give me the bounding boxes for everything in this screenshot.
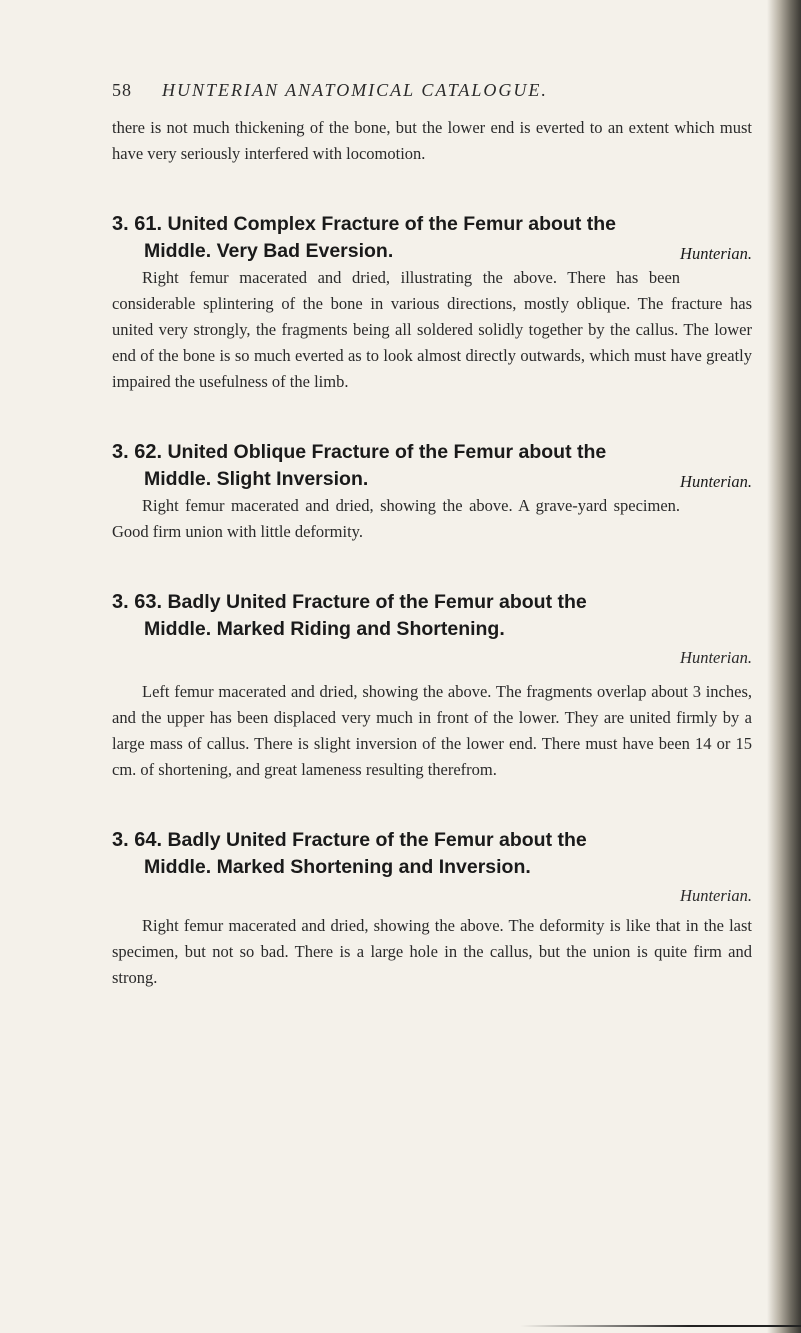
entry-body: Right femur macerated and dried, illustrating the above. There has been considerable splintering of the bone in various directions, mostly oblique. The fracture has united very strongly, the fragments being all soldered solidly together by the callus. The lower end of the bone is so much everted as to look almost directly outwards, which must have greatly impaired the usefulness of the limb. [112,268,752,391]
catalogue-entry [112,439,752,545]
catalogue-entry [112,211,752,395]
entry-heading [112,211,752,265]
entry-collection: Hunterian. [680,244,752,263]
entry-heading-line2: Middle. Very Bad Eversion. [144,240,394,262]
entry-body: Left femur macerated and dried, showing the above. The fragments overlap about 3 inches, and the upper has been displaced very much in front of the lower. They are united firmly by a large mass of callus. There is slight inversion of the lower end. There must have been 14 or 15 cm. of shortening, and great lameness resulting therefrom. [112,682,752,779]
catalogue-entry [112,589,752,783]
running-header [112,80,752,101]
entry-number: 3. 62. [112,441,163,463]
entry-number: 3. 61. [112,213,163,235]
page-bottom-rule [520,1325,801,1327]
entry-heading-line2: Middle. Marked Shortening and Inversion. [144,856,531,878]
entry-heading [112,439,752,493]
entry-heading-line2: Middle. Marked Riding and Shortening. [144,618,505,640]
entry-heading-line1: United Complex Fracture of the Femur about the [167,213,617,235]
entry-heading-line2: Middle. Slight Inversion. [144,468,369,490]
entry-heading-line1: Badly United Fracture of the Femur about the [167,829,587,851]
entry-body: Right femur macerated and dried, showing the above. The deformity is like that in the last specimen, but not so bad. There is a large hole in the callus, but the union is quite firm and strong. [112,916,752,987]
running-title: HUNTERIAN ANATOMICAL CATALOGUE. [162,80,548,100]
entry-number: 3. 63. [112,591,163,613]
intro-paragraph: there is not much thickening of the bone, but the lower end is everted to an extent which must have very seriously interfered with locomotion. [112,118,752,163]
page-edge-shadow [767,0,801,1333]
entry-body: Right femur macerated and dried, showing the above. A grave-yard specimen. Good firm union with little deformity. [112,496,681,541]
entry-collection: Hunterian. [680,472,752,491]
page-number: 58 [112,80,132,100]
entry-heading [112,589,752,643]
entry-heading-line1: United Oblique Fracture of the Femur about the [167,441,607,463]
entry-heading [112,827,752,881]
entry-heading-line1: Badly United Fracture of the Femur about the [167,591,587,613]
entry-collection: Hunterian. [680,886,752,905]
catalogue-entry [112,827,752,991]
entry-number: 3. 64. [112,829,163,851]
page-content [112,80,752,991]
entry-collection: Hunterian. [680,648,752,667]
